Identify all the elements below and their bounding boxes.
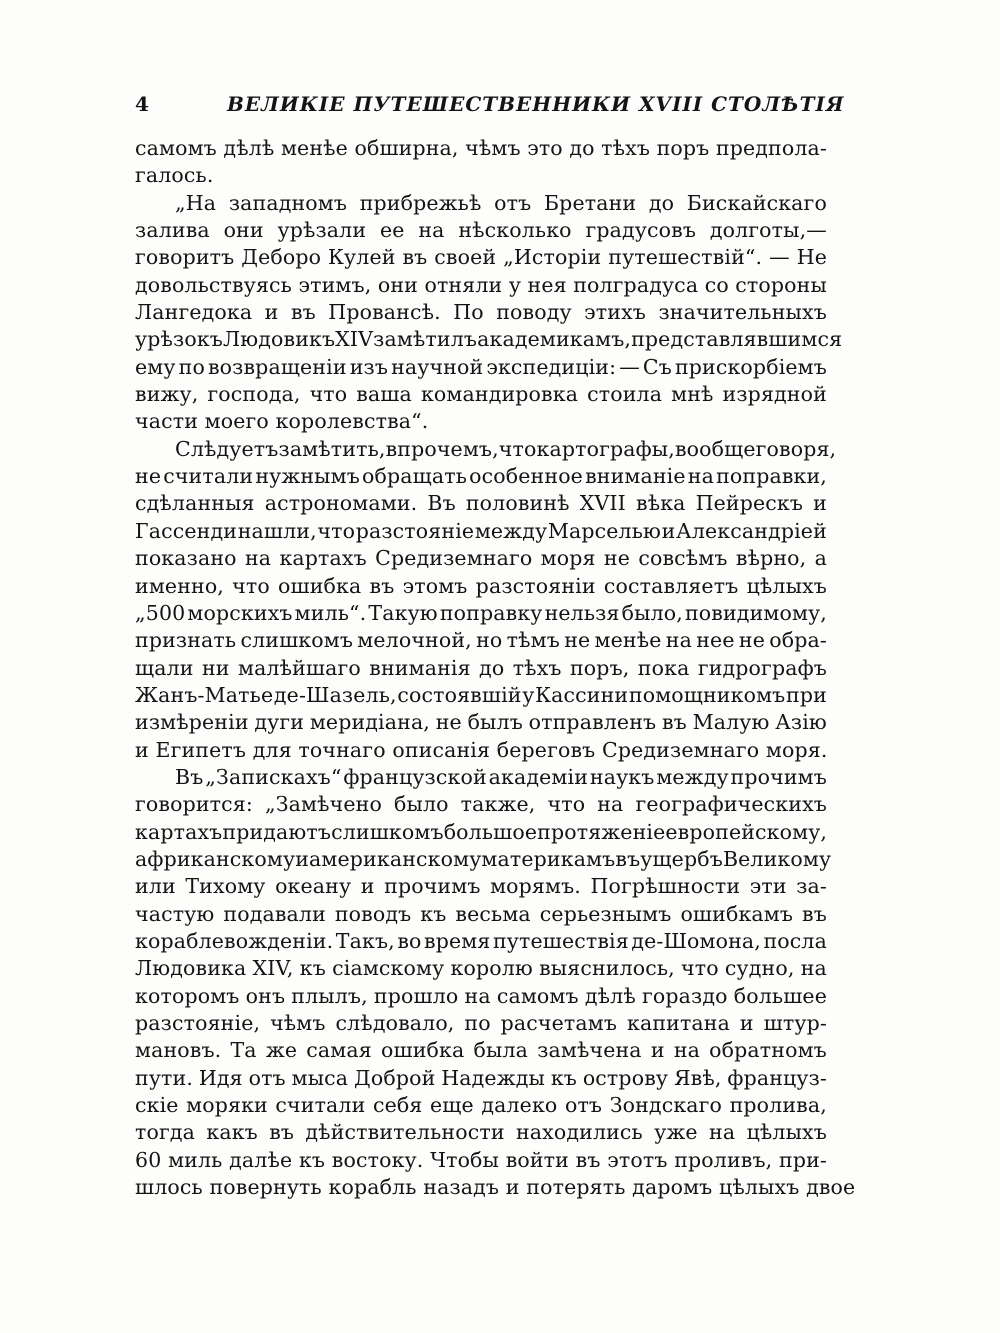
text-line: вижу, господа, что ваша командировка стоила мнѣ изрядной: [135, 382, 827, 407]
text-line: Жанъ-Матье де-Шазель, состоявшій у Кассини помощникомъ при: [135, 682, 827, 707]
text-line: „500 морскихъ миль“. Такую поправку нельзя было, повидимому,: [135, 600, 827, 625]
text-line: Слѣдуетъ замѣтить, впрочемъ, что картографы, вообще говоря,: [175, 436, 837, 461]
text-line: говоритъ Деборо Кулей въ своей „Исторіи путешествій“. — Не: [135, 245, 827, 270]
text-line: или Тихому океану и прочимъ морямъ. Погрѣшности эти за-: [135, 874, 827, 899]
text-line: шлось повернуть корабль назадъ и потерять даромъ цѣлыхъ двое: [135, 1175, 856, 1200]
text-line: которомъ онъ плылъ, прошло на самомъ дѣлѣ гораздо большее: [135, 983, 827, 1008]
text-line: щали ни малѣйшаго вниманія до тѣхъ поръ, пока гидрографъ: [135, 655, 827, 680]
text-line: мановъ. Та же самая ошибка была замѣчена и на обратномъ: [135, 1038, 827, 1063]
page-header: [135, 90, 845, 120]
text-line: 60 миль далѣе къ востоку. Чтобы войти въ этотъ проливъ, при-: [135, 1147, 827, 1172]
text-line: признать слишкомъ мелочной, но тѣмъ не менѣе на нее не обра-: [135, 628, 827, 653]
text-line: сдѣланныя астрономами. Въ половинѣ XVII вѣка Пейрескъ и: [135, 491, 827, 516]
text-line: и Египетъ для точнаго описанія береговъ Средиземнаго моря.: [135, 737, 828, 762]
text-line: разстояніе, чѣмъ слѣдовало, по расчетамъ капитана и штур-: [135, 1011, 827, 1035]
text-line: африканскому и американскому материкамъ въ ущербъ Великому: [135, 846, 832, 871]
text-line: Лангедока и въ Провансѣ. По поводу этихъ значительныхъ: [135, 300, 827, 325]
text-line: галось.: [135, 163, 214, 188]
text-line: пути. Идя отъ мыса Доброй Надежды къ острову Явѣ, француз-: [135, 1065, 827, 1090]
text-line: именно, что ошибка въ этомъ разстояніи составляетъ цѣлыхъ: [135, 573, 827, 598]
text-line: скіе моряки считали себя еще далеко отъ Зондскаго пролива,: [135, 1093, 827, 1118]
text-line: кораблевожденіи. Такъ, во время путешествія де-Шомона, посла: [135, 928, 827, 953]
text-line: довольствуясь этимъ, они отняли у нея полградуса со стороны: [135, 272, 827, 297]
paragraph: [135, 764, 856, 1202]
page-number: 4: [135, 92, 149, 116]
text-line: не считали нужнымъ обращать особенное вниманіе на поправки,: [135, 464, 827, 489]
text-line: Людовика XIV, къ сіамскому королю выяснилось, что судно, на: [135, 956, 827, 981]
text-line: залива они урѣзали ее на нѣсколько градусовъ долготы,—: [135, 218, 827, 243]
text-line: Гассенди нашли, что разстояніе между Марселью и Александріей: [135, 518, 827, 543]
paragraph: [135, 190, 843, 436]
text-line: ему по возвращеніи изъ научной экспедиціи: — Съ прискорбіемъ: [135, 354, 827, 379]
body-text: [135, 135, 856, 1201]
text-line: тогда какъ въ дѣйствительности находились уже на цѣлыхъ: [135, 1120, 827, 1145]
text-line: Въ „Запискахъ“ французской академіи наукъ между прочимъ: [175, 764, 827, 789]
text-line: говорится: „Замѣчено было также, что на географическихъ: [135, 792, 827, 817]
text-line: показано на картахъ Средиземнаго моря не совсѣмъ вѣрно, а: [135, 546, 827, 571]
text-line: картахъ придаютъ слишкомъ большое протяженіе европейскому,: [135, 819, 828, 844]
text-line: частую подавали поводъ къ весьма серьезнымъ ошибкамъ въ: [135, 901, 827, 926]
running-title: ВЕЛИКІЕ ПУТЕШЕСТВЕННИКИ XVIII СТОЛѢТІЯ: [227, 92, 845, 116]
paragraph: [135, 135, 827, 190]
text-line: части моего королевства“.: [135, 409, 429, 434]
text-line: „На западномъ прибрежьѣ отъ Бретани до Бискайскаго: [175, 190, 827, 215]
text-line: измѣреніи дуги меридіана, не былъ отправленъ въ Малую Азію: [135, 710, 827, 735]
paragraph: [135, 436, 837, 764]
text-line: самомъ дѣлѣ менѣе обширна, чѣмъ это до тѣхъ поръ предпола-: [135, 136, 827, 160]
text-line: урѣзокъ Людовикъ XIV замѣтилъ академикамъ, представлявшимся: [135, 327, 843, 352]
